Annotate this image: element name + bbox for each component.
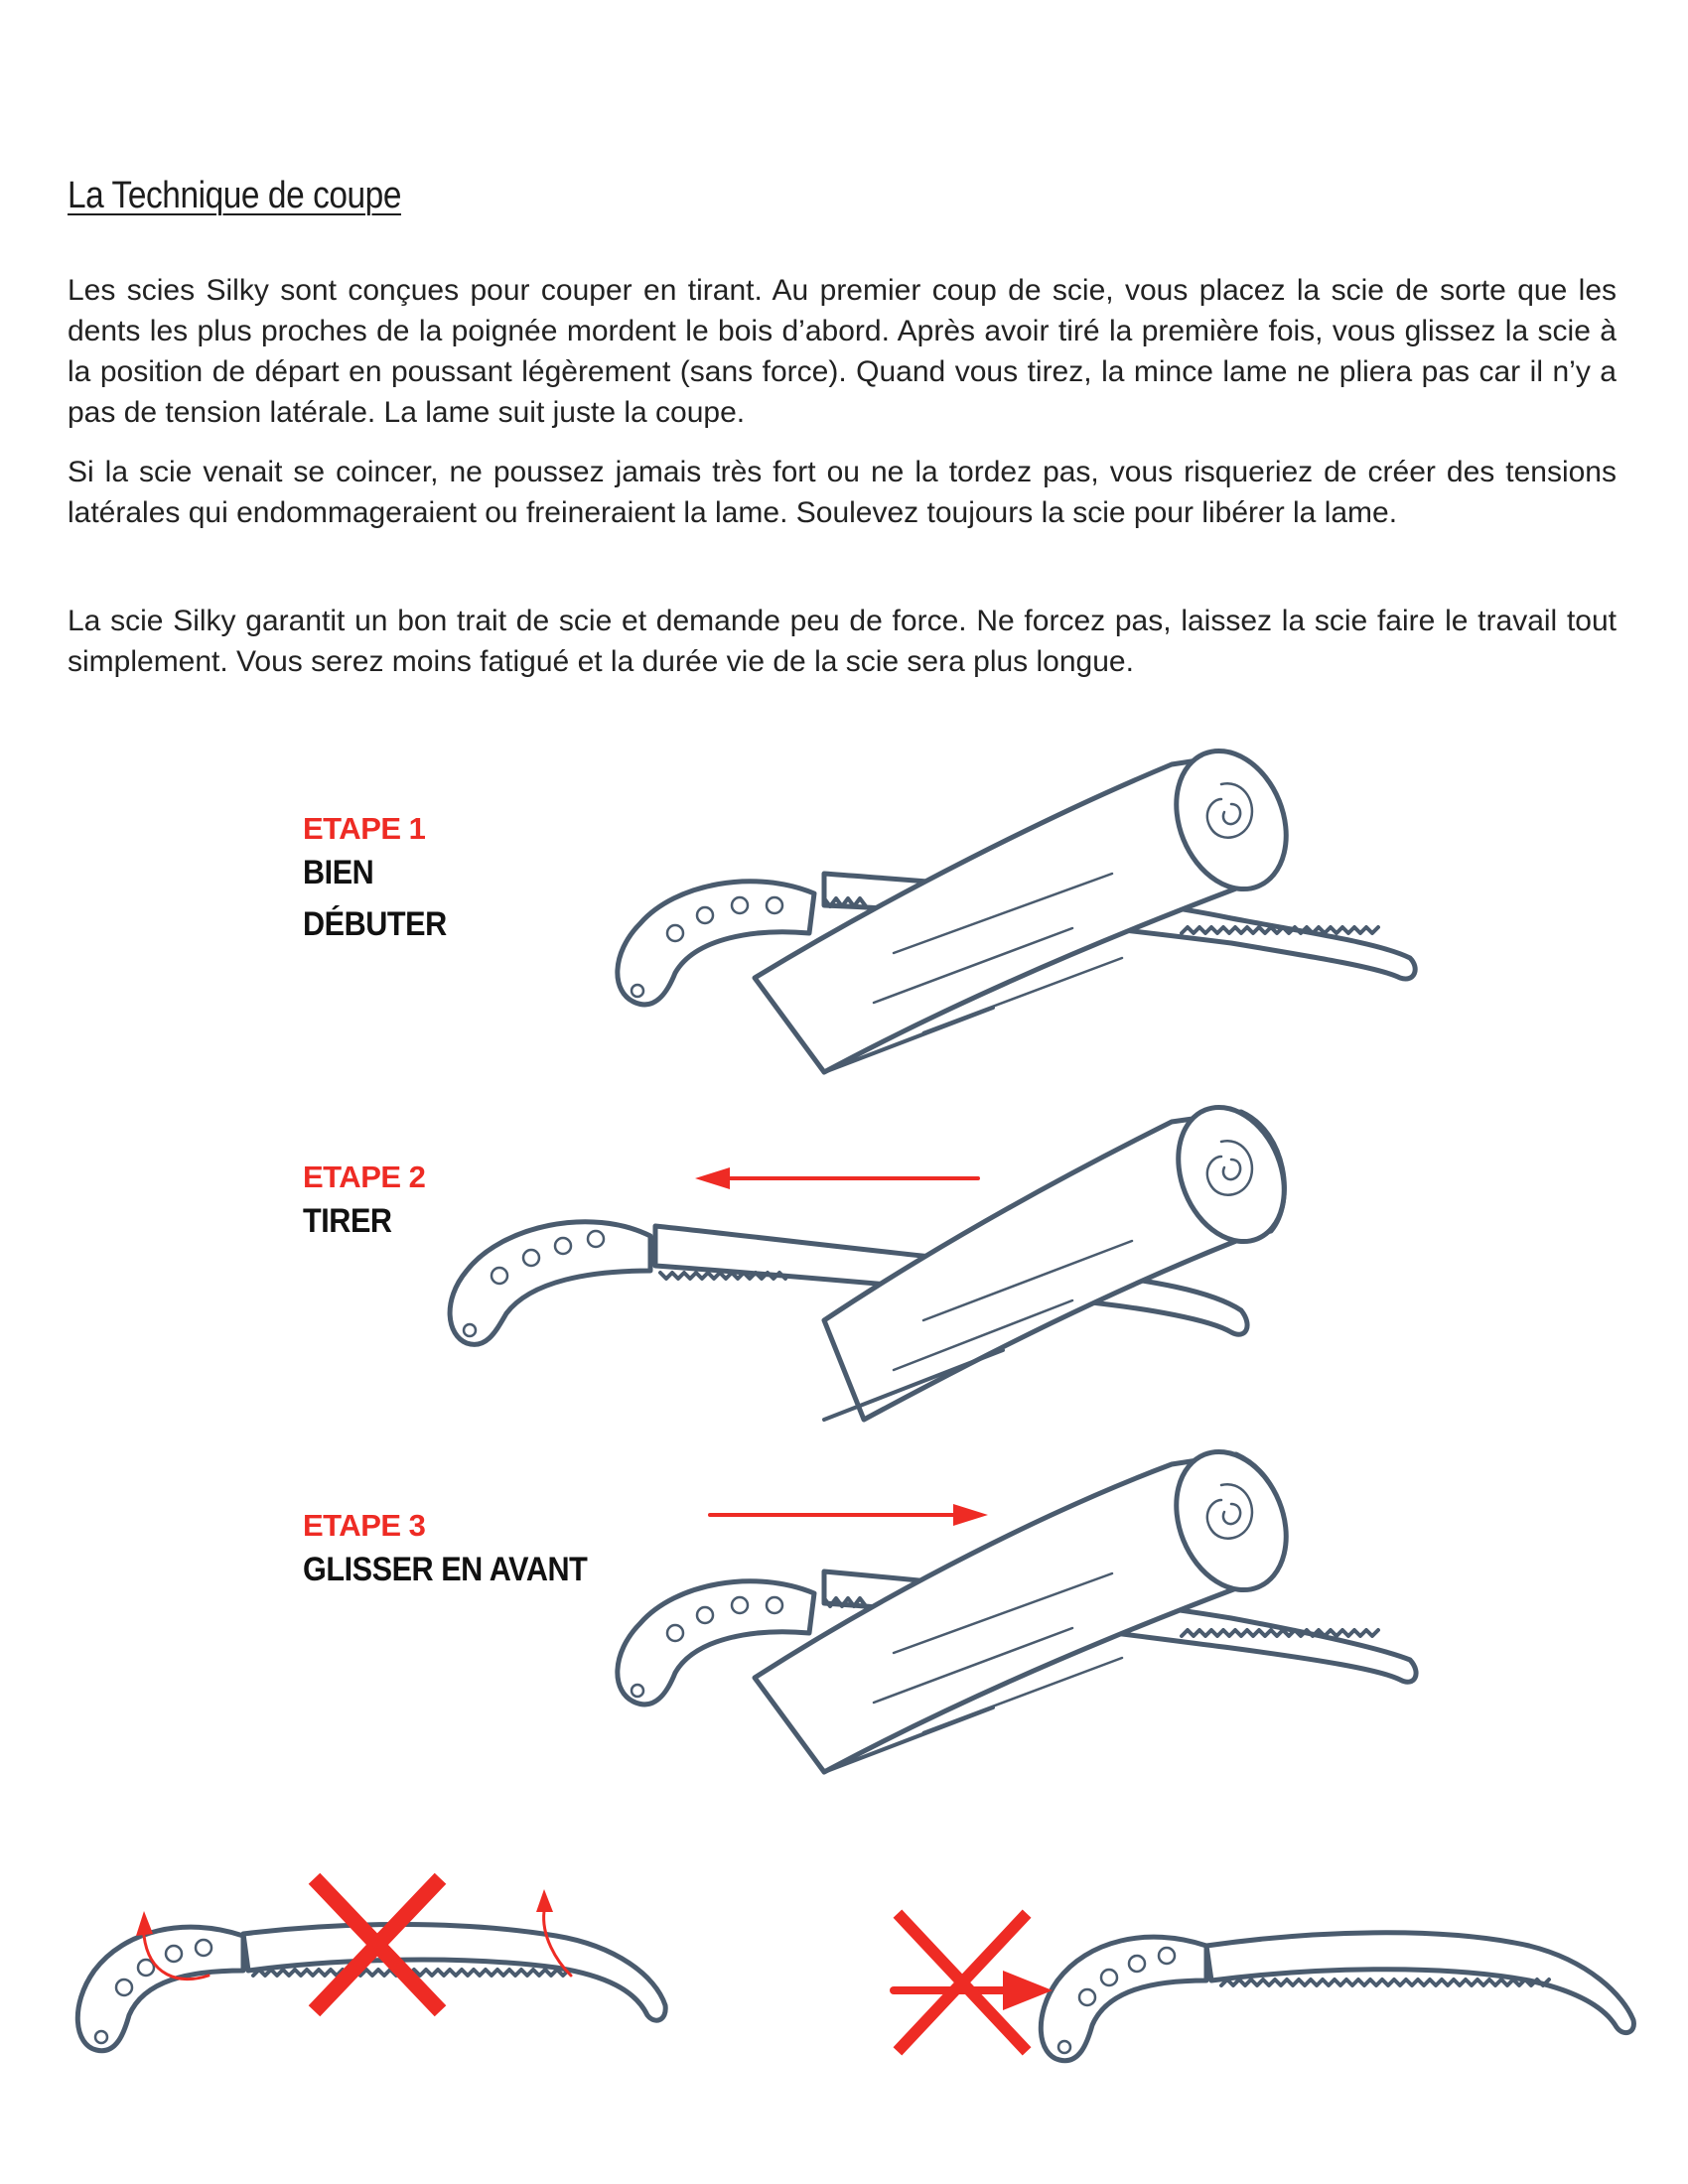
step-1-line1: BIEN [303, 854, 374, 891]
paragraph-stuck-saw: Si la scie venait se coincer, ne poussez jamais très fort ou ne la tordez pas, vous risqueriez de créer des tensions latérales qui endommageraient ou freineraient la lame. Soulevez toujours la scie pour libérer la lame. [68, 456, 1617, 529]
dont-push-illustration [894, 1918, 1633, 2061]
step-2-line1: TIRER [303, 1202, 392, 1240]
step-3-illustration [618, 1435, 1416, 1772]
paragraph-pull-cut: Les scies Silky sont conçues pour couper en tirant. Au premier coup de scie, vous placez la scie de sorte que les dents les plus proches de la poignée mordent le bois d’abord. Après avoir tiré la première fois, vous glissez la scie à la position de départ en poussant légèrement (sans force). Quand vous tirez, la mince lame ne pliera pas car il n’y a pas de tension latérale. La lame suit juste la coupe. [68, 274, 1617, 429]
step-1-number: ETAPE 1 [303, 811, 426, 846]
step-2-number: ETAPE 2 [303, 1160, 426, 1194]
step-2-illustration [450, 1091, 1304, 1420]
paragraph-low-effort: La scie Silky garantit un bon trait de scie et demande peu de force. Ne forcez pas, laissez la scie faire le travail tout simplement. Vous serez moins fatigué et la durée vie de la scie sera plus longue. [68, 605, 1617, 678]
step-3-line1: GLISSER EN AVANT [303, 1551, 588, 1588]
step-3-number: ETAPE 3 [303, 1508, 426, 1543]
step-2-saw-handle [450, 1222, 650, 1345]
step-1-illustration [618, 735, 1415, 1072]
dont-twist-illustration [77, 1884, 665, 2051]
step-1-line2: DÉBUTER [303, 905, 447, 943]
page-title: La Technique de coupe [68, 175, 401, 216]
